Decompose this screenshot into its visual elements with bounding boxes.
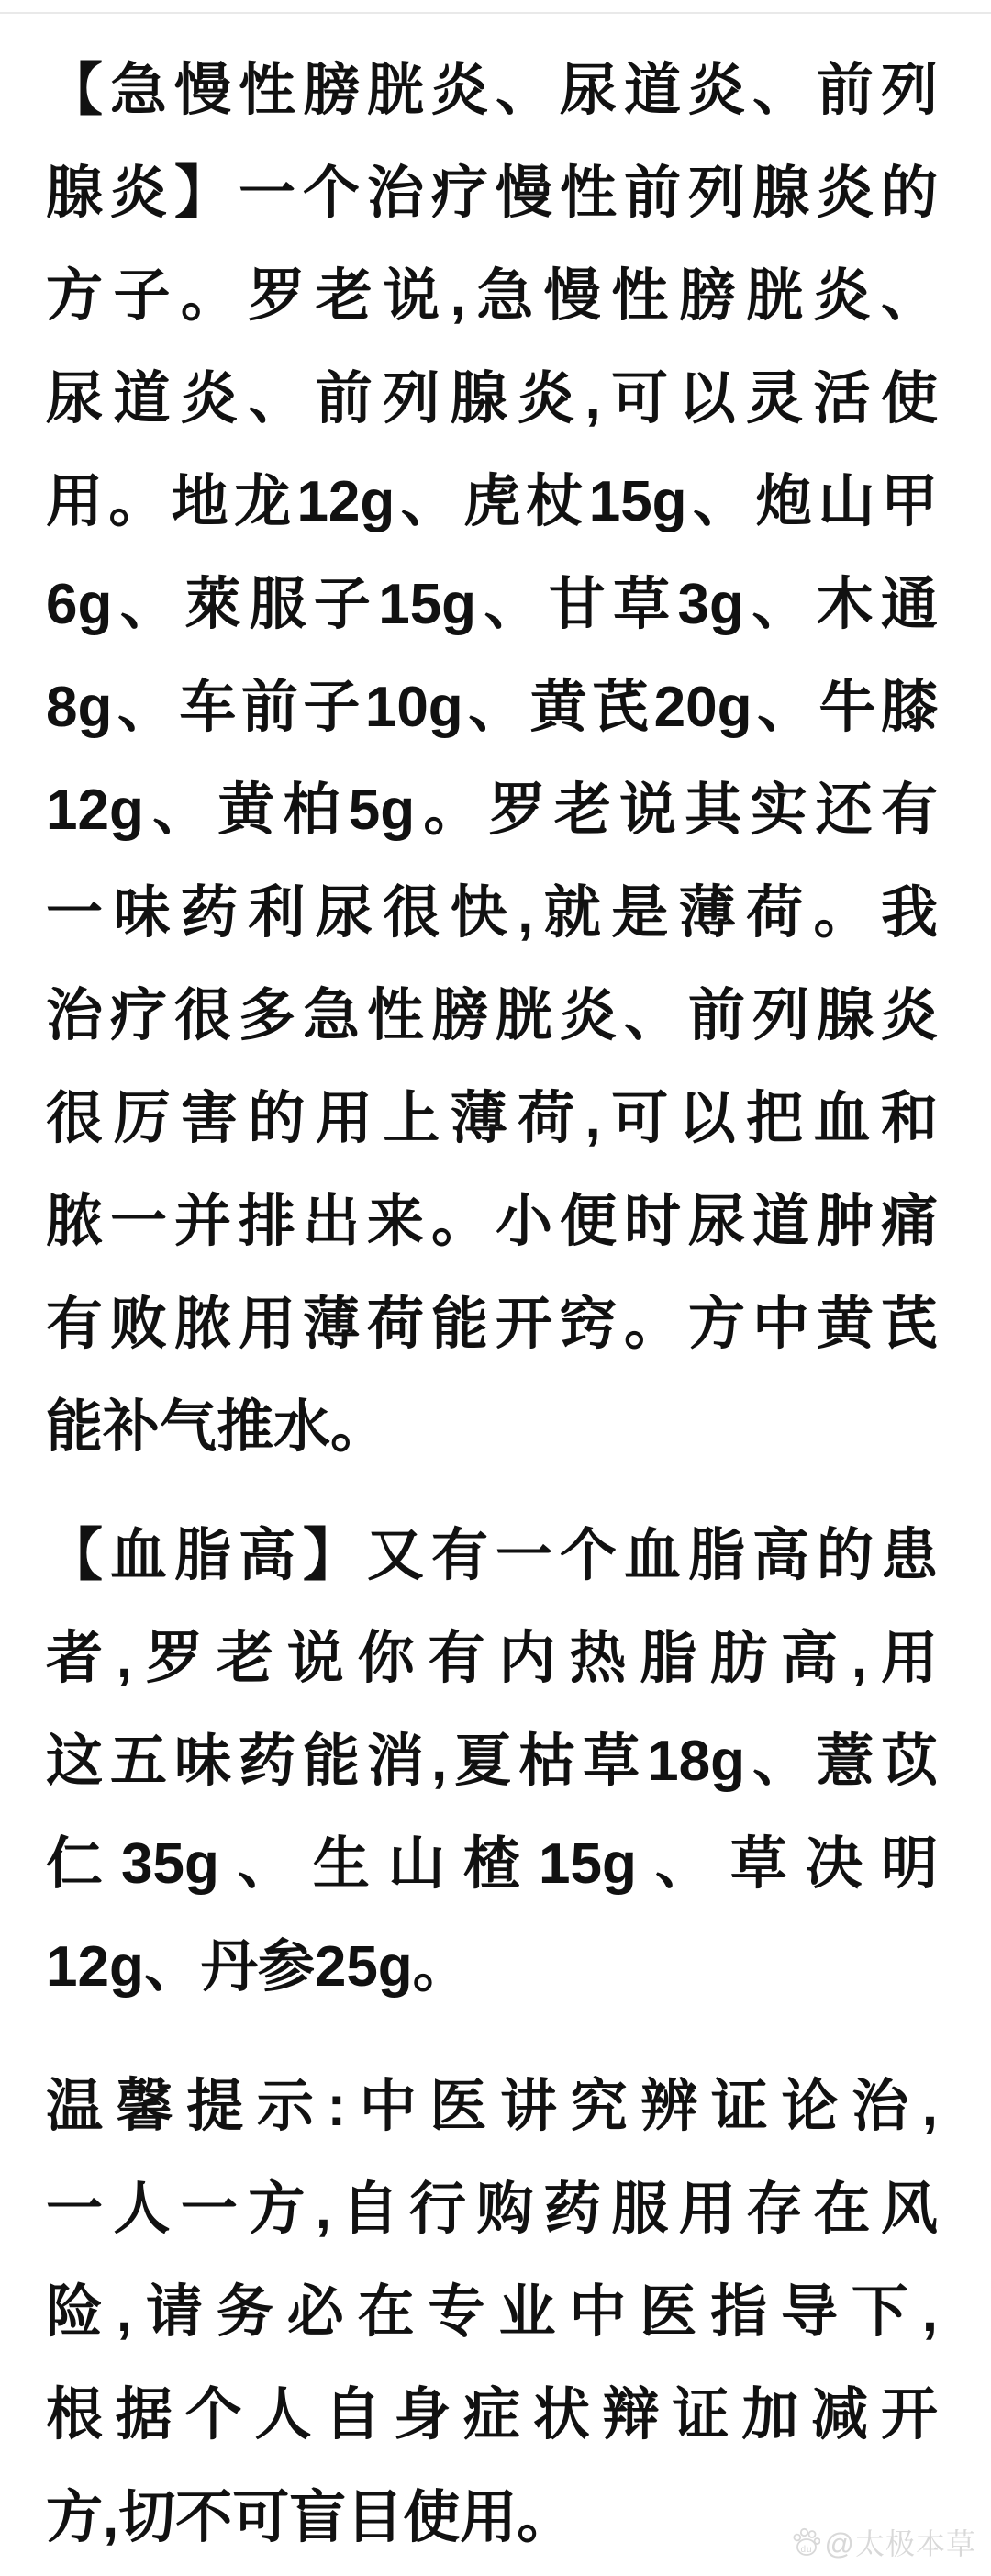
text-line: 用。地龙12g、虎杖15g、炮山甲 — [46, 470, 938, 533]
text-line: 腺炎】一个治疗慢性前列腺炎的 — [46, 162, 938, 225]
watermark-handle: @太极本草 — [824, 2527, 976, 2560]
paragraph-high-blood-lipids — [46, 1505, 938, 2019]
text-line: 【急慢性膀胱炎、尿道炎、前列 — [46, 59, 938, 122]
text-line: 12g、黄柏5g。罗老说其实还有 — [46, 778, 938, 842]
text-line: 根据个人自身症状辩证加减开 — [46, 2383, 938, 2447]
text-line: 有败脓用薄荷能开窍。方中黄芪 — [46, 1293, 938, 1356]
text-line: 这五味药能消,夏枯草18g、薏苡 — [46, 1730, 938, 1793]
text-line: 治疗很多急性膀胱炎、前列腺炎 — [46, 984, 938, 1047]
text-line: 险,请务必在专业中医指导下, — [46, 2280, 938, 2344]
baidu-paw-icon — [793, 2527, 820, 2557]
text-line: 者,罗老说你有内热脂肪高,用 — [46, 1627, 938, 1690]
text-line: 一味药利尿很快,就是薄荷。我 — [46, 881, 938, 945]
text-line: 8g、车前子10g、黄芪20g、牛膝 — [46, 676, 938, 739]
text-line: 很厉害的用上薄荷,可以把血和 — [46, 1087, 938, 1150]
text-line: 【血脂高】又有一个血脂高的患 — [46, 1524, 938, 1587]
text-line: 一人一方,自行购药服用存在风 — [46, 2178, 938, 2241]
text-line: 脓一并排出来。小便时尿道肿痛 — [46, 1190, 938, 1253]
text-line: 方,切不可盲目使用。 — [46, 2486, 574, 2549]
top-divider — [0, 12, 991, 14]
paragraph-disclaimer — [46, 2055, 938, 2570]
article-body — [46, 39, 938, 2570]
text-line: 12g、丹参25g。 — [46, 1935, 470, 1999]
text-line: 尿道炎、前列腺炎,可以灵活使 — [46, 367, 938, 431]
text-line: 6g、萊服子15g、甘草3g、木通 — [46, 573, 938, 636]
text-line: 能补气推水。 — [46, 1395, 388, 1459]
paw-du-label: du — [800, 2545, 813, 2555]
watermark — [793, 2521, 977, 2563]
text-line: 仁35g、生山楂15g、草决明 — [46, 1832, 938, 1896]
text-line: 方子。罗老说,急慢性膀胱炎、 — [46, 264, 938, 328]
paragraph-cystitis-urethritis-prostatitis — [46, 39, 938, 1479]
text-line: 温馨提示:中医讲究辨证论治, — [46, 2075, 938, 2138]
